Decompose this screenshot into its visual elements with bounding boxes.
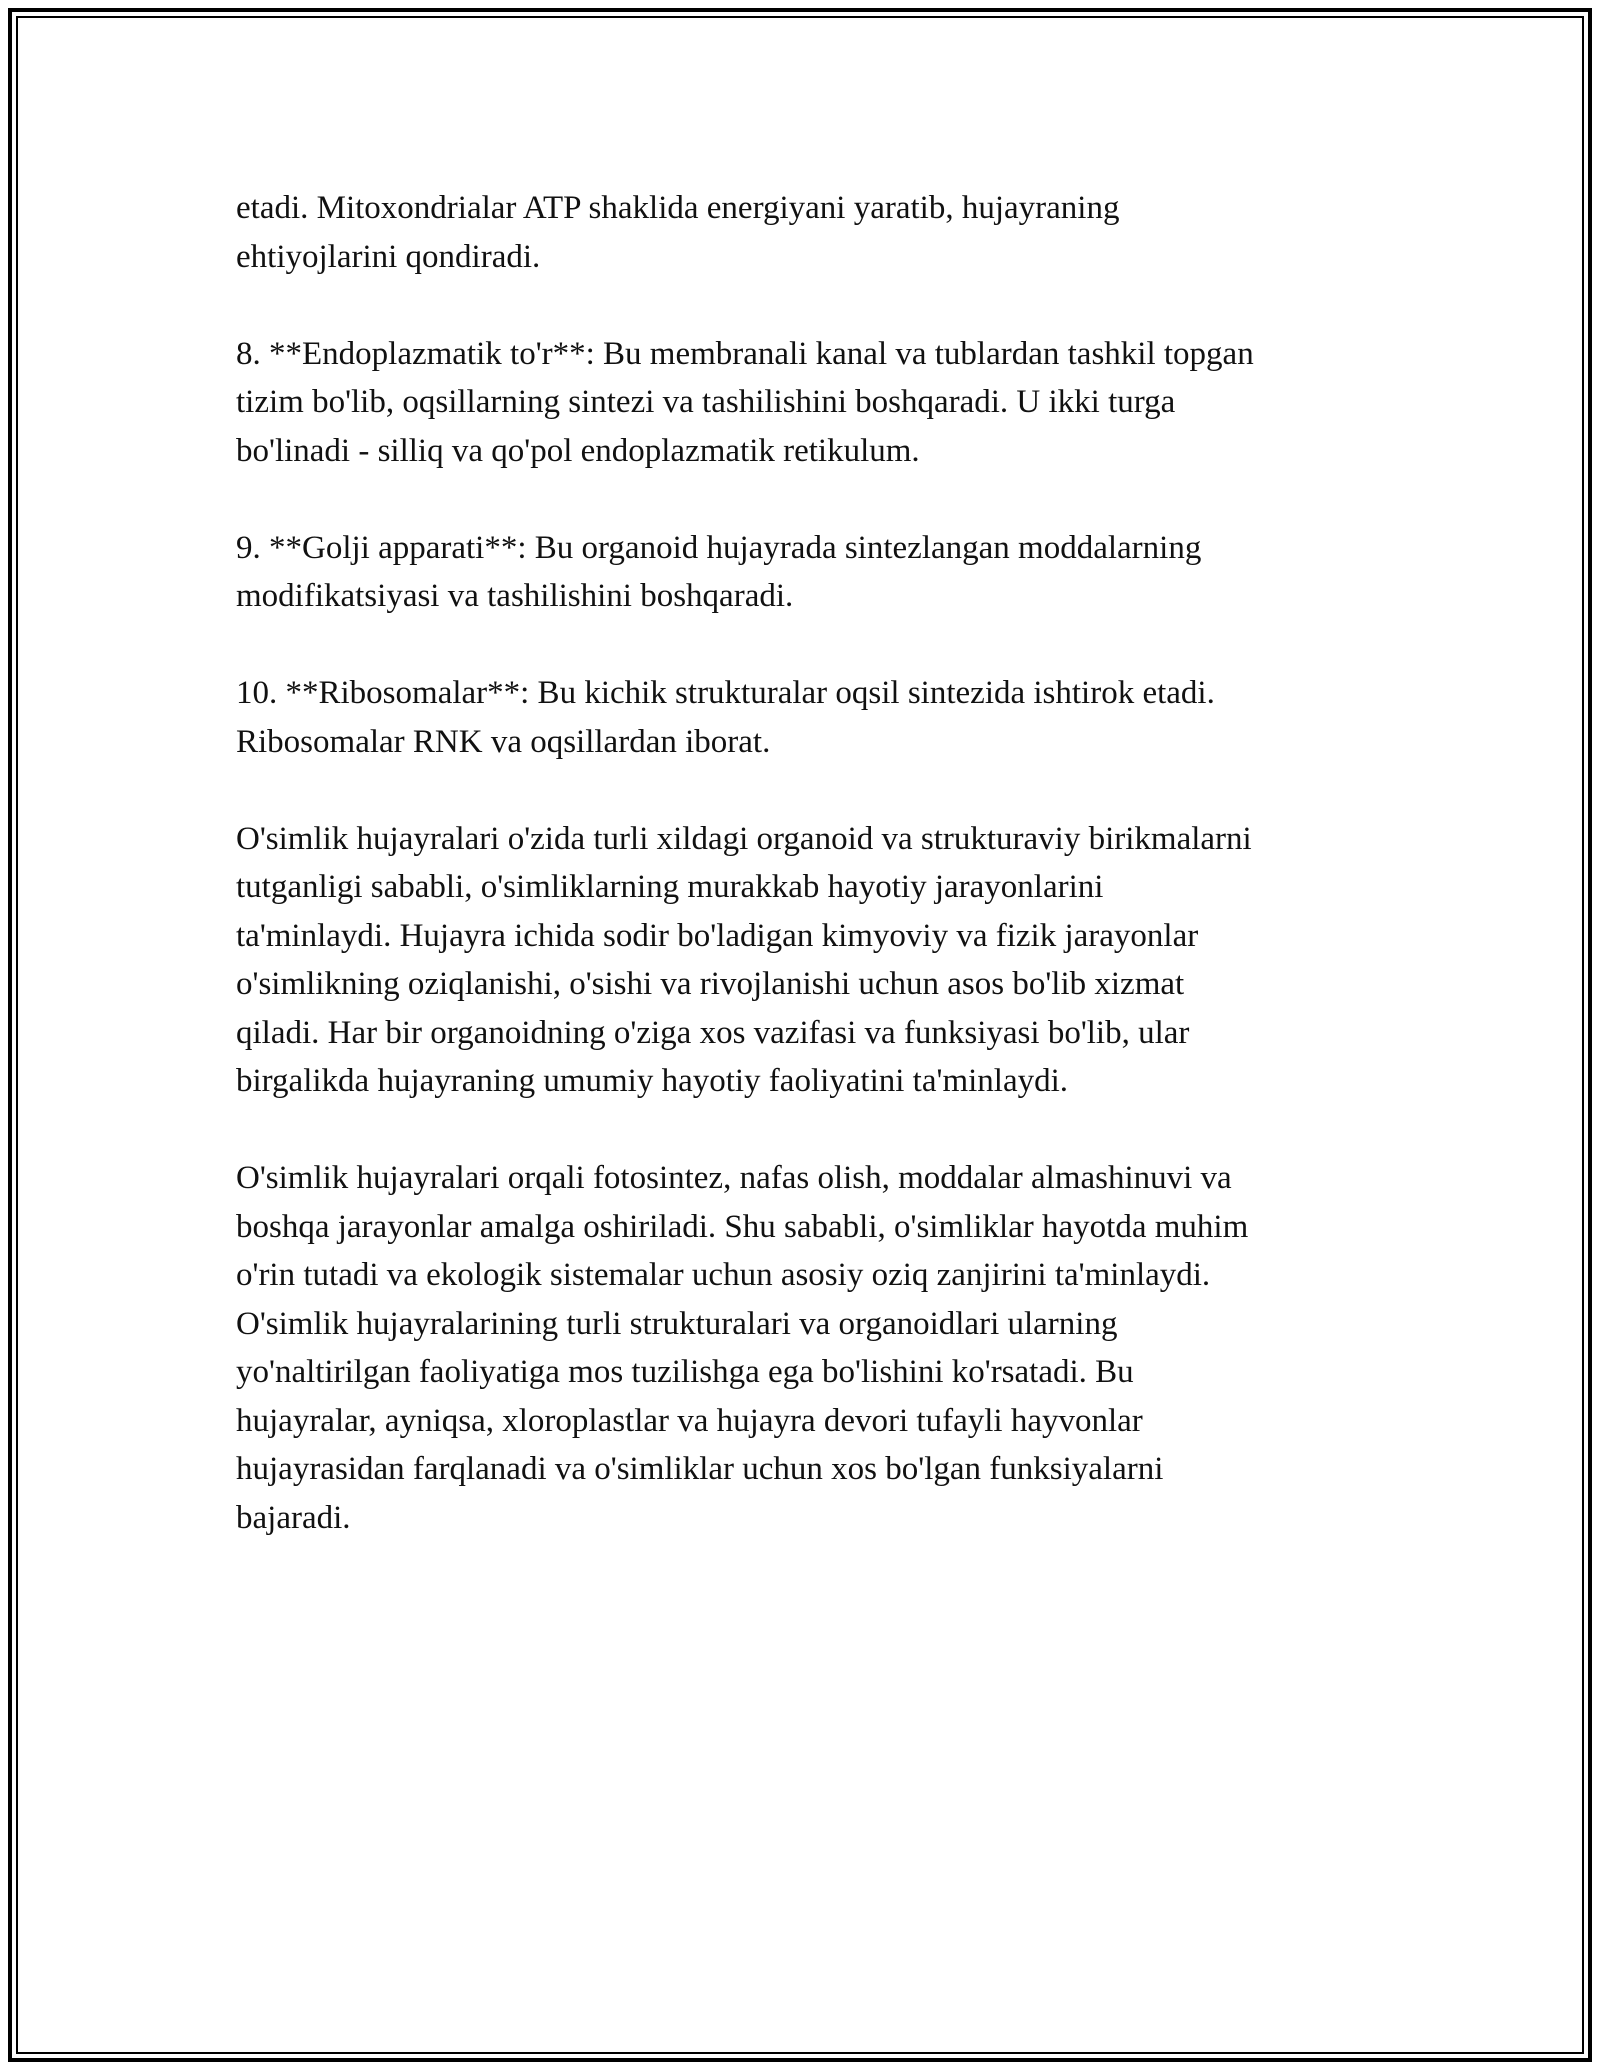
text-line: O'simlik hujayralarining turli strukturalari va organoidlari ularning <box>236 1305 1118 1342</box>
text-line: yo'naltirilgan faoliyatiga mos tuzilishga ega bo'lishini ko'rsatadi. Bu <box>236 1354 1134 1390</box>
paragraph-golgi-apparatus <box>236 524 1396 621</box>
text-line: hujayralar, ayniqsa, xloroplastlar va hujayra devori tufayli hayvonlar <box>236 1402 1143 1439</box>
text-line: ta'minlaydi. Hujayra ichida sodir bo'ladigan kimyoviy va fizik jarayonlar <box>236 917 1199 954</box>
text-line: o'simlikning oziqlanishi, o'sishi va rivojlanishi uchun asos bo'lib xizmat <box>236 966 1185 1002</box>
text-line: hujayrasidan farqlanadi va o'simliklar uchun xos bo'lgan funksiyalarni <box>236 1451 1164 1487</box>
text-line: ehtiyojlarini qondiradi. <box>236 238 541 275</box>
text-line: 9. **Golji apparati**: Bu organoid hujayrada sintezlangan moddalarning <box>236 529 1202 566</box>
paragraph-endoplasmic-reticulum <box>236 330 1396 476</box>
text-line: birgalikda hujayraning umumiy hayotiy faoliyatini ta'minlaydi. <box>236 1063 1069 1099</box>
text-line: tutganligi sababli, o'simliklarning murakkab hayotiy jarayonlarini <box>236 869 1104 905</box>
paragraph-plant-cell-summary <box>236 815 1396 1106</box>
paragraph-ribosomes <box>236 669 1396 766</box>
text-line: O'simlik hujayralari o'zida turli xildagi organoid va strukturaviy birikmalarni <box>236 820 1252 857</box>
text-line: 8. **Endoplazmatik to'r**: Bu membranali kanal va tublardan tashkil topgan <box>236 335 1254 372</box>
text-line: qiladi. Har bir organoidning o'ziga xos vazifasi va funksiyasi bo'lib, ular <box>236 1014 1190 1051</box>
text-line: tizim bo'lib, oqsillarning sintezi va tashilishini boshqaradi. U ikki turga <box>236 384 1176 420</box>
paragraph-plant-cell-processes <box>236 1154 1396 1542</box>
text-line: o'rin tutadi va ekologik sistemalar uchun asosiy oziq zanjirini ta'minlaydi. <box>236 1257 1211 1293</box>
text-line: boshqa jarayonlar amalga oshiriladi. Shu sababli, o'simliklar hayotda muhim <box>236 1208 1249 1245</box>
paragraph-mitochondria-end <box>236 184 1396 281</box>
text-line: O'simlik hujayralari orqali fotosintez, nafas olish, moddalar almashinuvi va <box>236 1160 1232 1196</box>
document-body <box>236 184 1396 1591</box>
text-line: bo'linadi - silliq va qo'pol endoplazmatik retikulum. <box>236 432 920 469</box>
text-line: modifikatsiyasi va tashilishini boshqaradi. <box>236 578 794 614</box>
text-line: etadi. Mitoxondrialar ATP shaklida energiyani yaratib, hujayraning <box>236 190 1120 226</box>
text-line: Ribosomalar RNK va oqsillardan iborat. <box>236 723 771 760</box>
text-line: 10. **Ribosomalar**: Bu kichik strukturalar oqsil sintezida ishtirok etadi. <box>236 675 1215 711</box>
text-line: bajaradi. <box>236 1499 351 1536</box>
